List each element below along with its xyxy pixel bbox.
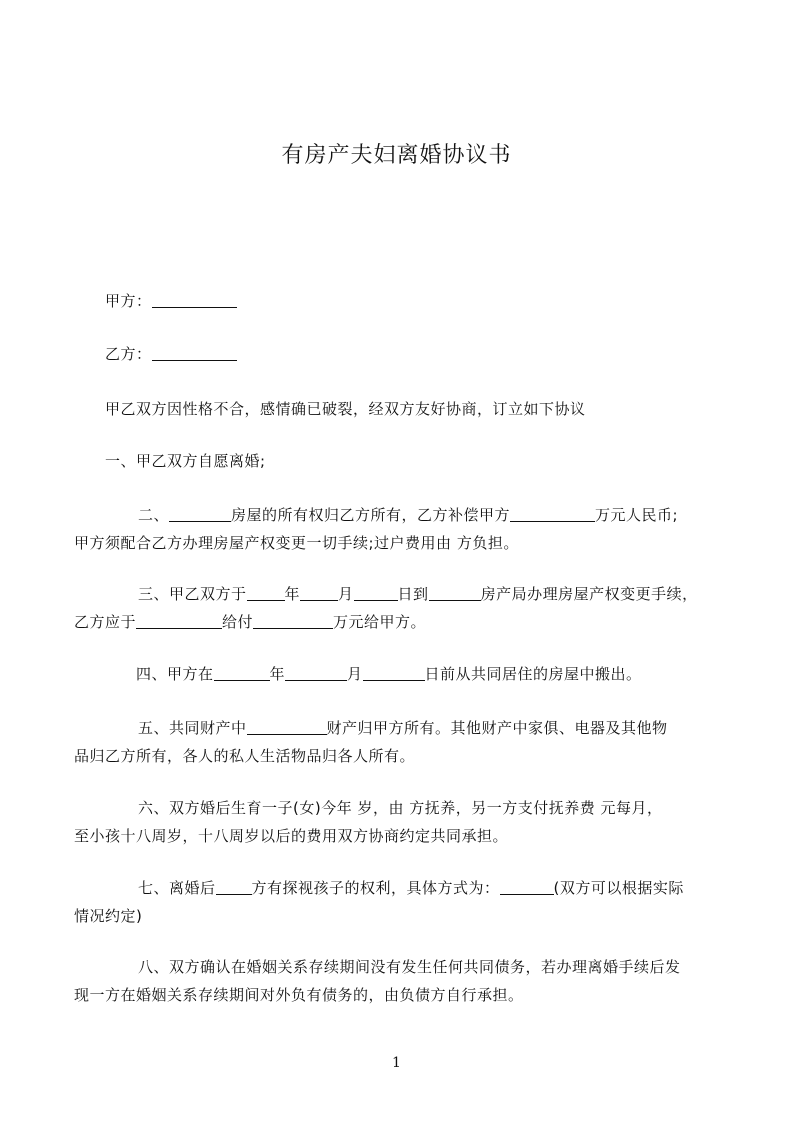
clause-3-blank-amount[interactable] — [253, 612, 333, 629]
clause-4-blank-month[interactable] — [285, 664, 347, 681]
intro-text: 甲乙双方因性格不合，感情确已破裂，经双方友好协商，订立如下协议 — [105, 400, 586, 418]
clause-2-prefix: 二、 — [138, 506, 170, 524]
clause-8-text-2: 现一方在婚姻关系存续期间对外负有债务的，由负债方自行承担。 — [74, 986, 524, 1004]
clause-1-text: 一、甲乙双方自愿离婚; — [105, 452, 266, 470]
clause-4-blank-year[interactable] — [214, 664, 270, 681]
page-number: 1 — [392, 1055, 401, 1071]
clause-7-text-2: (双方可以根据实际 — [553, 879, 684, 897]
clause-3-year: 年 — [284, 585, 301, 603]
clause-7 — [74, 874, 707, 930]
page-title: 有房产夫妇离婚协议书 — [281, 143, 512, 168]
clause-3-blank-bureau[interactable] — [429, 584, 481, 601]
intro-paragraph — [105, 395, 705, 423]
clause-3-blank-date[interactable] — [136, 612, 222, 629]
clause-8-text-1: 八、双方确认在婚姻关系存续期间没有发生任何共同债务，若办理离婚手续后发 — [138, 958, 681, 976]
party-a-label: 甲方： — [105, 292, 152, 310]
clause-4-month: 月 — [347, 665, 363, 683]
clause-3-text-1: 日到 — [397, 585, 429, 603]
clause-6-text-2: 至小孩十八周岁，十八周岁以后的费用双方协商约定共同承担。 — [74, 827, 509, 845]
clause-3-prefix: 三、甲乙双方于 — [138, 585, 247, 603]
clause-3-blank-day[interactable] — [354, 584, 398, 601]
clause-3-blank-year[interactable] — [247, 584, 285, 601]
clause-2-blank-house[interactable] — [169, 505, 231, 522]
clause-2-text-1: 房屋的所有权归乙方所有，乙方补偿甲方 — [231, 506, 511, 524]
clause-2-text-3: 甲方须配合乙方办理房屋产权变更一切手续;过户费用由 方负担。 — [74, 534, 519, 552]
clause-5 — [74, 714, 707, 770]
clause-2 — [74, 501, 707, 557]
party-b-blank[interactable] — [152, 344, 237, 361]
clause-8 — [74, 953, 707, 1009]
clause-6 — [74, 794, 707, 850]
clause-1 — [105, 447, 705, 475]
clause-7-prefix: 七、离婚后 — [138, 879, 216, 897]
clause-5-text-2: 品归乙方所有，各人的私人生活物品归各人所有。 — [74, 747, 416, 765]
clause-5-prefix: 五、共同财产中 — [138, 719, 247, 737]
clause-3-text-2: 房产局办理房屋产权变更手续， — [480, 585, 698, 603]
clause-3-blank-month[interactable] — [300, 584, 338, 601]
clause-7-blank-method[interactable] — [500, 878, 554, 895]
party-a-blank[interactable] — [152, 291, 237, 308]
clause-3-text-4: 给付 — [222, 613, 254, 631]
party-a-line — [105, 287, 705, 315]
clause-2-blank-amount[interactable] — [510, 505, 595, 522]
clause-3-text-3: 乙方应于 — [74, 613, 137, 631]
clause-2-text-2: 万元人民币; — [595, 506, 679, 524]
clause-3-text-5: 万元给甲方。 — [333, 613, 427, 631]
clause-3-line-2 — [74, 608, 426, 636]
clause-6-text-1: 六、双方婚后生育一子(女)今年 岁，由 方抚养，另一方支付抚养费 元每月， — [138, 799, 663, 817]
clause-3-month: 月 — [338, 585, 354, 603]
clause-4-blank-day[interactable] — [363, 664, 425, 681]
clause-7-blank-party[interactable] — [216, 878, 252, 895]
clause-3 — [74, 580, 707, 636]
clause-4-year: 年 — [269, 665, 286, 683]
party-b-line — [105, 340, 705, 368]
party-b-label: 乙方： — [105, 345, 152, 363]
clause-7-text-3: 情况约定) — [74, 907, 143, 925]
clause-5-text-1: 财产归甲方所有。其他财产中家俱、电器及其他物 — [326, 719, 668, 737]
clause-4-text-1: 日前从共同居住的房屋中搬出。 — [424, 665, 642, 683]
clause-7-text-1: 方有探视孩子的权利，具体方式为： — [251, 879, 500, 897]
clause-4-prefix: 四、甲方在 — [136, 665, 214, 683]
clause-4 — [136, 660, 736, 688]
clause-5-blank-property[interactable] — [247, 718, 327, 735]
